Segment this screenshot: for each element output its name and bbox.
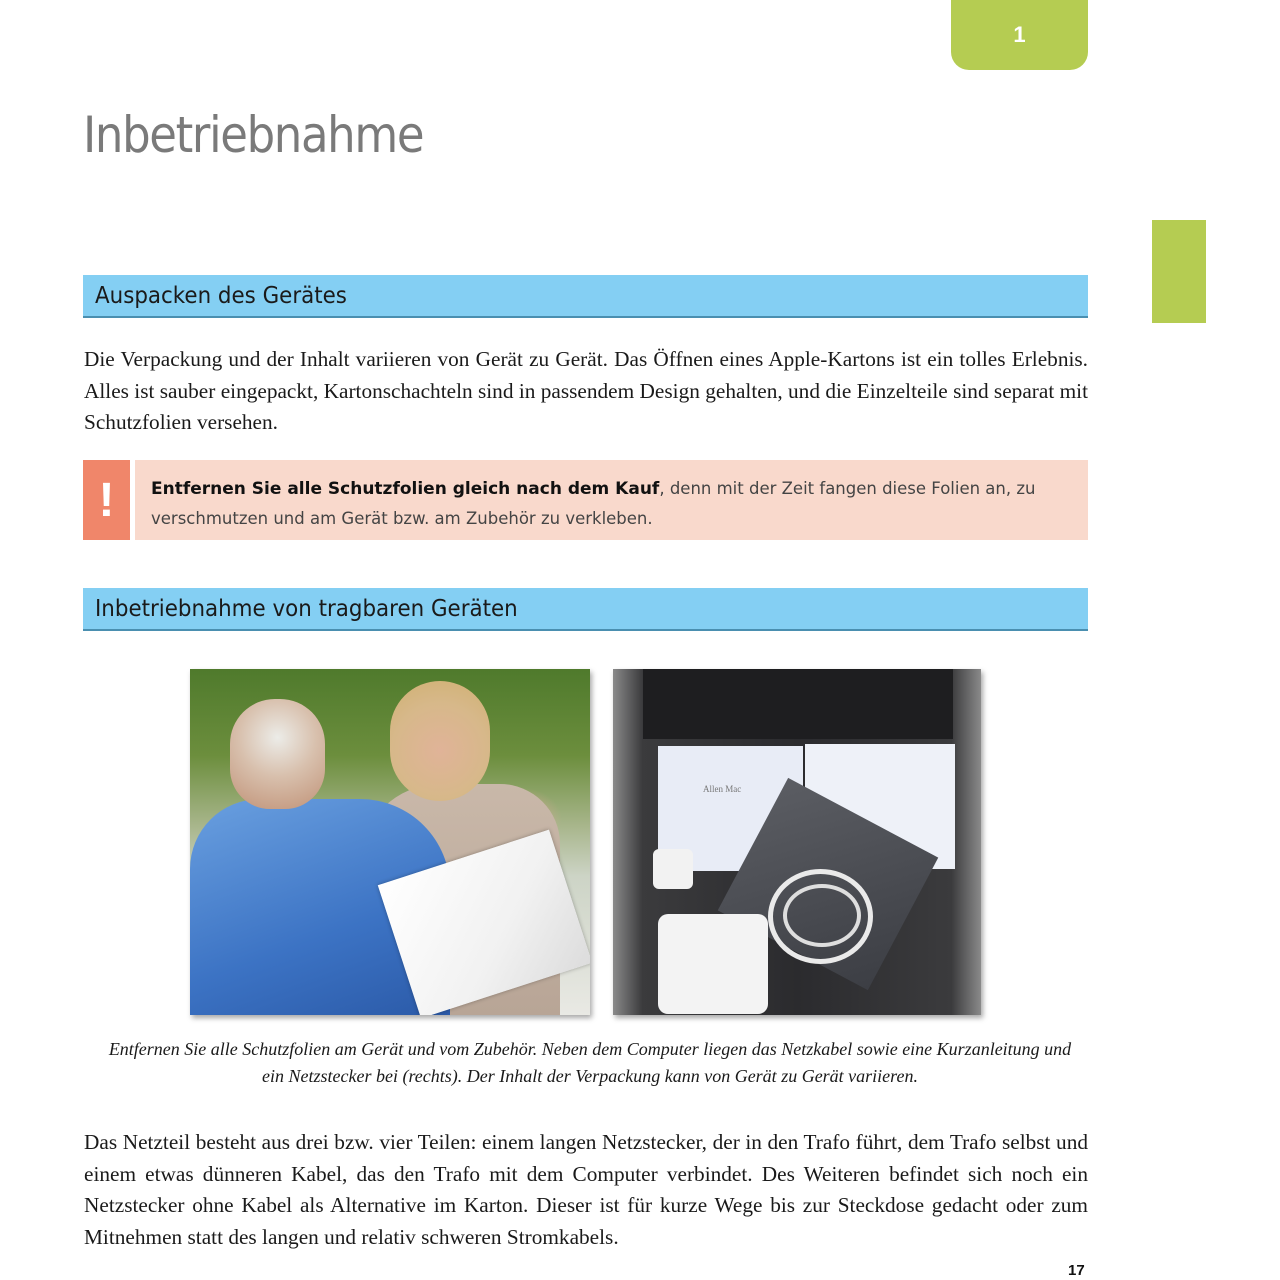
warning-callout [83, 460, 1088, 540]
chapter-number: 1 [1013, 22, 1026, 47]
figure-caption: Entfernen Sie alle Schutzfolien am Gerät und vom Zubehör. Neben dem Computer liegen das Netzkabel sowie eine Kurzanleitung und ein Netzstecker bei (rechts). Der Inhalt der Verpackung kann von Gerät zu Gerät variieren. [108, 1039, 1072, 1086]
netzteil-paragraph: Das Netzteil besteht aus drei bzw. vier Teilen: einem langen Netzstecker, der in den Trafo führt, dem Trafo selbst und einem etwas dünneren Kabel, das den Trafo mit dem Computer verbindet. Des Weiteren befindet sich noch ein Netzstecker ohne Kabel als Alternative im Karton. Dieser ist für kurze Wege bis zur Steckdose gedacht oder zum Mitnehmen statt des langen und relativ schweren Stromkabels. [84, 1130, 1088, 1249]
exclamation-icon: ! [83, 460, 130, 540]
warning-body-text: , denn mit der Zeit fangen diese Folien an, zu verschmutzen und am Gerät bzw. am Zubehör zu verkleben. [151, 479, 1036, 528]
photo-couple-unpacking [190, 669, 590, 1015]
photo-woman-head [390, 681, 490, 801]
chapter-number-tab [951, 0, 1088, 70]
section-heading-text: Auspacken des Gerätes [95, 282, 347, 309]
warning-bold-text: Entfernen Sie alle Schutzfolien gleich nach dem Kauf [151, 479, 660, 499]
photo-booklet-text: Allen Mac [703, 784, 742, 794]
page-title: Inbetriebnahme [83, 106, 424, 164]
section-heading-auspacken [83, 275, 1088, 318]
section-heading-text: Inbetriebnahme von tragbaren Geräten [95, 595, 518, 622]
chapter-side-marker [1152, 220, 1206, 323]
photo-cable-coil-inner [783, 884, 861, 947]
photo-box-contents [613, 669, 981, 1015]
photo-man-head [230, 699, 325, 809]
page-number: 17 [1068, 1262, 1085, 1279]
photo-power-adapter [658, 914, 768, 1014]
photo-plug [653, 849, 693, 889]
intro-paragraph: Die Verpackung und der Inhalt variieren von Gerät zu Gerät. Das Öffnen eines Apple-Kartons ist ein tolles Erlebnis. Alles ist sauber eingepackt, Kartonschachteln sind in passendem Design gehalten, und die Einzelteile sind separat mit Schutzfolien versehen. [84, 347, 1088, 434]
section-heading-tragbare-geraete [83, 588, 1088, 631]
photo-box-lid [643, 669, 953, 739]
warning-text [135, 460, 1088, 540]
